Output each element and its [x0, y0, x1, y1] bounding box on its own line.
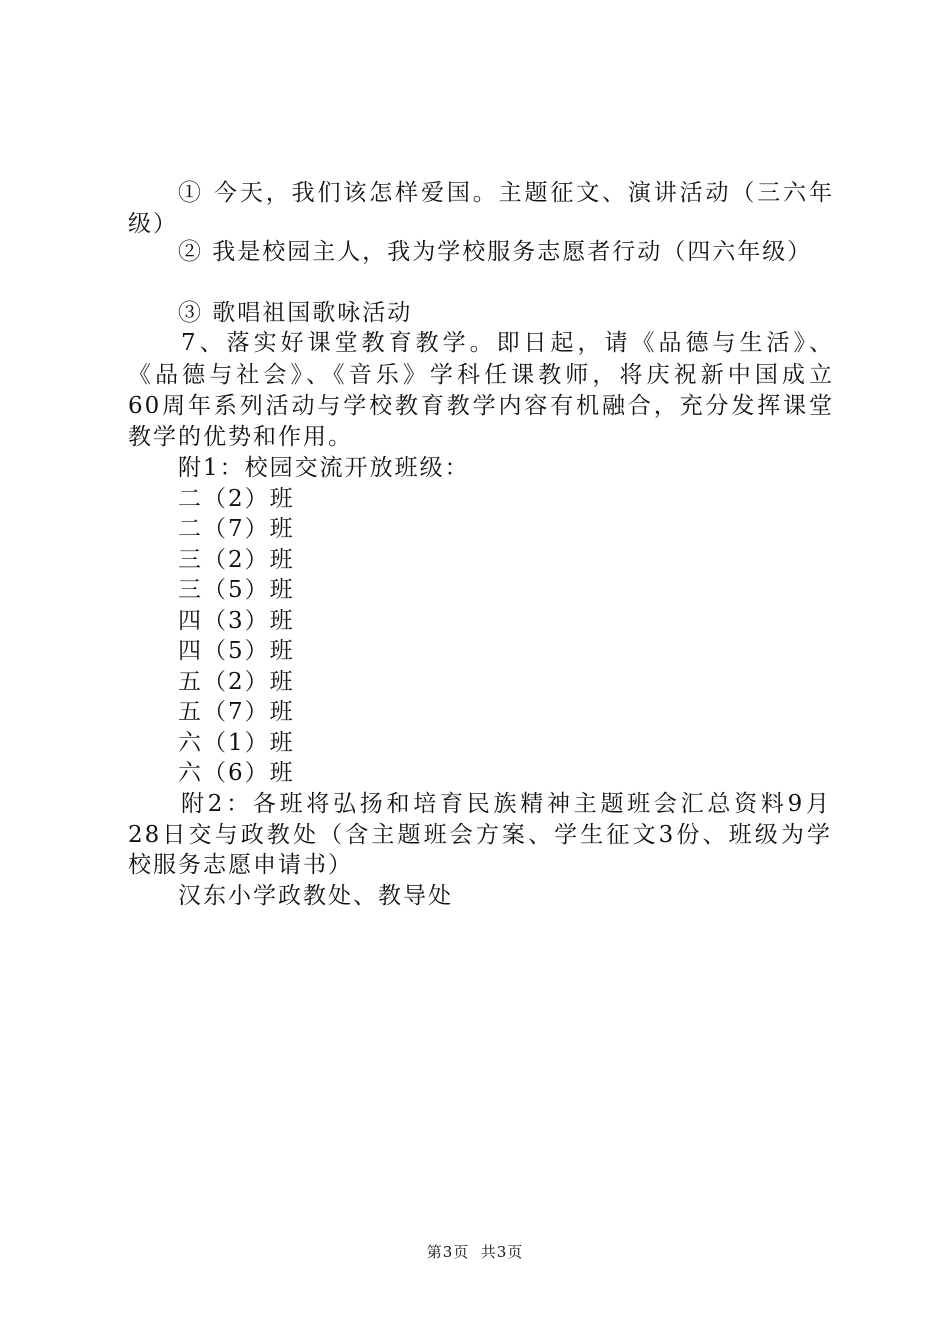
- class-item: 三（5）班: [178, 577, 295, 603]
- class-item: 六（6）班: [178, 760, 295, 786]
- appendix-2-line-3: 校服务志愿申请书）: [128, 852, 353, 878]
- class-item: 五（7）班: [178, 699, 295, 725]
- para-7-line-1: 7、落实好课堂教育教学。即日起，请《品德与生活》、: [181, 330, 834, 356]
- para-7-line-4: 教学的优势和作用。: [128, 424, 353, 450]
- class-item: 四（3）班: [178, 608, 295, 634]
- item-line-2: ② 我是校园主人，我为学校服务志愿者行动（四六年级）: [178, 239, 813, 265]
- para-7-line-2: 《品德与社会》、《音乐》学科任课教师，将庆祝新中国成立: [128, 362, 834, 388]
- class-item: 二（2）班: [178, 486, 295, 512]
- class-item: 三（2）班: [178, 547, 295, 573]
- appendix-2-line-2: 28日交与政教处（含主题班会方案、学生征文3份、班级为学: [128, 822, 832, 848]
- item-line-1: ① 今天，我们该怎样爱国。主题征文、演讲活动（三六年: [178, 180, 834, 206]
- item-line-3: ③ 歌唱祖国歌咏活动: [178, 300, 413, 326]
- signature-line: 汉东小学政教处、教导处: [178, 883, 453, 909]
- page-footer: 第3页 共3页: [426, 1243, 524, 1261]
- class-item: 四（5）班: [178, 638, 295, 664]
- para-7-line-3: 60周年系列活动与学校教育教学内容有机融合，充分发挥课堂: [128, 393, 834, 419]
- item-line-1-cont: 级）: [128, 211, 178, 237]
- appendix-1-title: 附1：校园交流开放班级：: [178, 455, 470, 481]
- class-item: 六（1）班: [178, 730, 295, 756]
- class-item: 二（7）班: [178, 516, 295, 542]
- class-item: 五（2）班: [178, 669, 295, 695]
- appendix-2-line-1: 附2：各班将弘扬和培育民族精神主题班会汇总资料9月: [181, 791, 831, 817]
